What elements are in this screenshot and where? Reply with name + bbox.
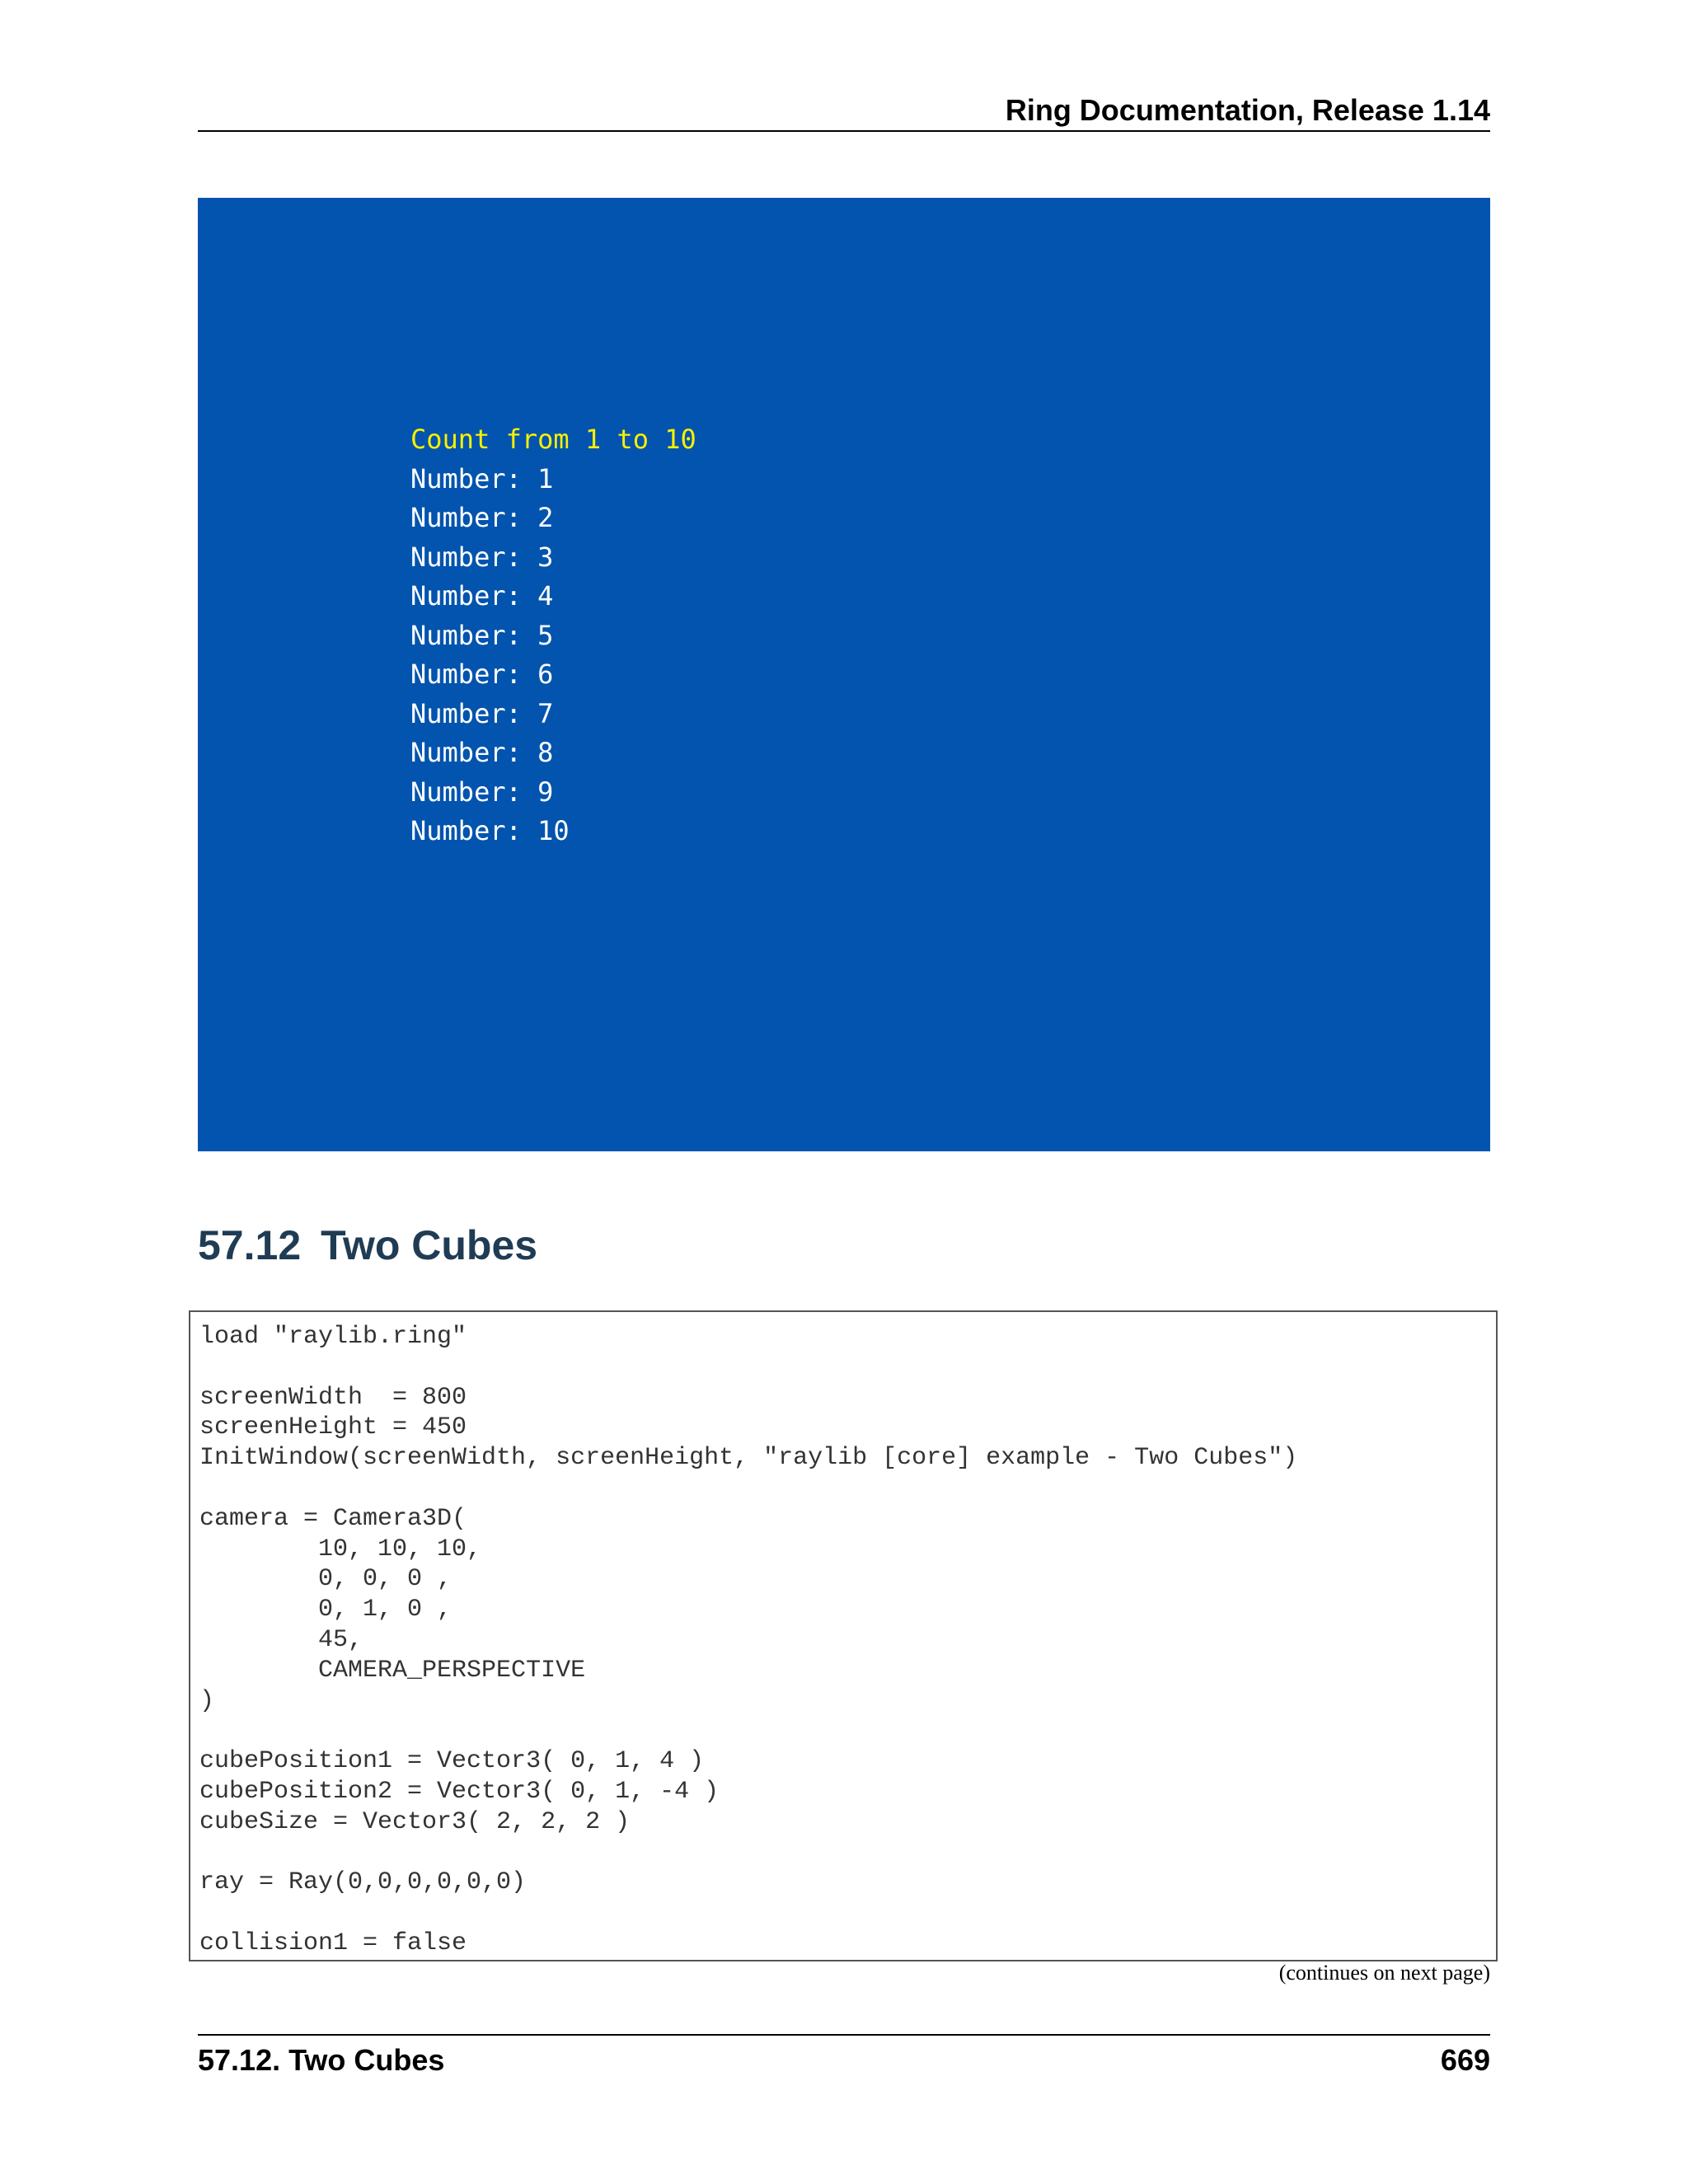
code-line: screenWidth = 800 <box>199 1383 467 1412</box>
section-number: 57.12 <box>198 1222 302 1268</box>
code-line: cubePosition2 = Vector3( 0, 1, -4 ) <box>199 1777 720 1806</box>
figure-number-line: Number: 4 <box>410 580 554 612</box>
code-line: screenHeight = 450 <box>199 1413 467 1442</box>
figure-number-line: Number: 1 <box>410 462 554 494</box>
code-line <box>199 1838 1297 1868</box>
code-line <box>199 1898 1297 1929</box>
code-line: 10, 10, 10, <box>199 1535 482 1563</box>
code-line <box>199 1716 1297 1746</box>
figure-number-line: Number: 5 <box>410 619 554 651</box>
code-line: CAMERA_PERSPECTIVE <box>199 1656 586 1685</box>
code-line: camera = Camera3D( <box>199 1504 467 1533</box>
code-line: collision1 = false <box>199 1929 467 1957</box>
figure-number-line: Number: 8 <box>410 737 554 768</box>
figure-number-line: Number: 6 <box>410 658 554 690</box>
footer-section-label: 57.12. Two Cubes <box>198 2043 445 2077</box>
footer-rule <box>198 2034 1490 2036</box>
figure-number-line: Number: 9 <box>410 776 554 808</box>
code-line: ray = Ray(0,0,0,0,0,0) <box>199 1868 527 1897</box>
code-line: cubeSize = Vector3( 2, 2, 2 ) <box>199 1807 631 1836</box>
code-line: cubePosition1 = Vector3( 0, 1, 4 ) <box>199 1747 705 1776</box>
raylib-window-screenshot <box>198 198 1490 1151</box>
running-header-title: Ring Documentation, Release 1.14 <box>1005 93 1490 127</box>
code-lines <box>199 1322 1297 1959</box>
figure-number-line: Number: 10 <box>410 815 570 846</box>
code-line: load "raylib.ring" <box>199 1323 467 1351</box>
section-heading <box>198 1220 537 1271</box>
code-line <box>199 1474 1297 1504</box>
figure-text-lines <box>410 420 696 851</box>
figure-number-line: Number: 2 <box>410 502 554 533</box>
continues-note: (continues on next page) <box>1278 1961 1490 1985</box>
code-line <box>199 1352 1297 1383</box>
figure-number-line: Number: 3 <box>410 541 554 573</box>
code-line: 45, <box>199 1625 363 1654</box>
page-number: 669 <box>1440 2043 1490 2077</box>
header-rule <box>198 130 1490 132</box>
code-block <box>189 1310 1498 1961</box>
section-title: Two Cubes <box>321 1222 538 1268</box>
figure-number-line: Number: 7 <box>410 697 554 729</box>
code-line: 0, 0, 0 , <box>199 1565 452 1594</box>
code-line: 0, 1, 0 , <box>199 1596 452 1624</box>
code-line: InitWindow(screenWidth, screenHeight, "raylib [core] example - Two Cubes") <box>199 1444 1298 1473</box>
figure-title-line: Count from 1 to 10 <box>410 424 696 455</box>
code-line: ) <box>199 1686 215 1715</box>
